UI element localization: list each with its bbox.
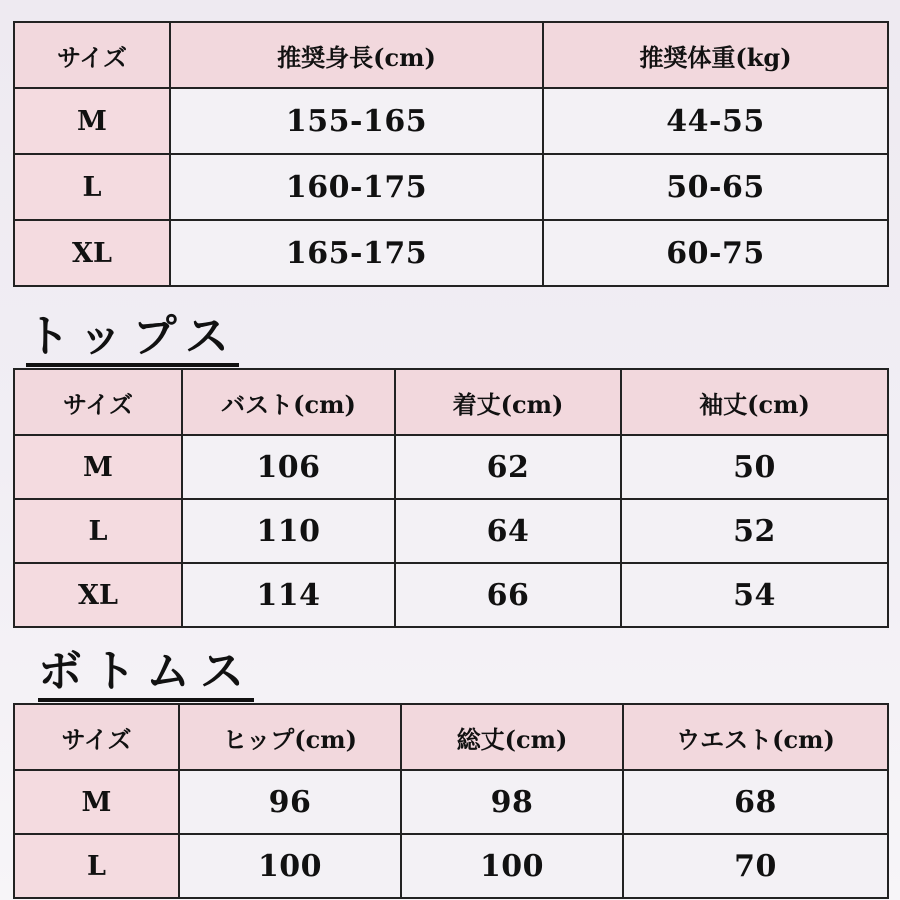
bust-value: 106: [182, 435, 395, 499]
length-value: 62: [395, 435, 621, 499]
tops-size-table: [13, 368, 889, 628]
length-value: 100: [401, 834, 623, 898]
table-header-row: [14, 369, 888, 435]
sleeve-value: 50: [621, 435, 888, 499]
tops-section-title: トップス: [26, 315, 239, 367]
weight-value: 60-75: [543, 220, 888, 286]
header-hip: ヒップ(cm): [179, 704, 401, 770]
waist-value: 70: [623, 834, 888, 898]
size-label: XL: [14, 220, 170, 286]
table-row: [14, 770, 888, 834]
length-value: 66: [395, 563, 621, 627]
bust-value: 114: [182, 563, 395, 627]
sleeve-value: 52: [621, 499, 888, 563]
header-bust: バスト(cm): [182, 369, 395, 435]
header-length: 着丈(cm): [395, 369, 621, 435]
recommended-size-table: [13, 21, 889, 287]
sleeve-value: 54: [621, 563, 888, 627]
header-size: サイズ: [14, 369, 182, 435]
hip-value: 96: [179, 770, 401, 834]
hip-value: 100: [179, 834, 401, 898]
table-row: [14, 563, 888, 627]
table-row: [14, 88, 888, 154]
size-label: XL: [14, 563, 182, 627]
height-value: 155-165: [170, 88, 543, 154]
length-value: 64: [395, 499, 621, 563]
height-value: 160-175: [170, 154, 543, 220]
height-value: 165-175: [170, 220, 543, 286]
size-label: L: [14, 834, 179, 898]
size-label: L: [14, 154, 170, 220]
size-label: M: [14, 435, 182, 499]
bottoms-section-title: ボトムス: [38, 650, 254, 702]
size-label: L: [14, 499, 182, 563]
header-size: サイズ: [14, 704, 179, 770]
header-recommended-weight: 推奨体重(kg): [543, 22, 888, 88]
table-row: [14, 220, 888, 286]
table-row: [14, 154, 888, 220]
header-total-length: 総丈(cm): [401, 704, 623, 770]
waist-value: 68: [623, 770, 888, 834]
header-sleeve: 袖丈(cm): [621, 369, 888, 435]
size-label: M: [14, 88, 170, 154]
weight-value: 50-65: [543, 154, 888, 220]
table-row: [14, 435, 888, 499]
bust-value: 110: [182, 499, 395, 563]
weight-value: 44-55: [543, 88, 888, 154]
header-recommended-height: 推奨身長(cm): [170, 22, 543, 88]
table-row: [14, 499, 888, 563]
size-label: M: [14, 770, 179, 834]
bottoms-size-table: [13, 703, 889, 899]
table-row: [14, 834, 888, 898]
header-waist: ウエスト(cm): [623, 704, 888, 770]
table-header-row: [14, 704, 888, 770]
length-value: 98: [401, 770, 623, 834]
header-size: サイズ: [14, 22, 170, 88]
table-header-row: [14, 22, 888, 88]
